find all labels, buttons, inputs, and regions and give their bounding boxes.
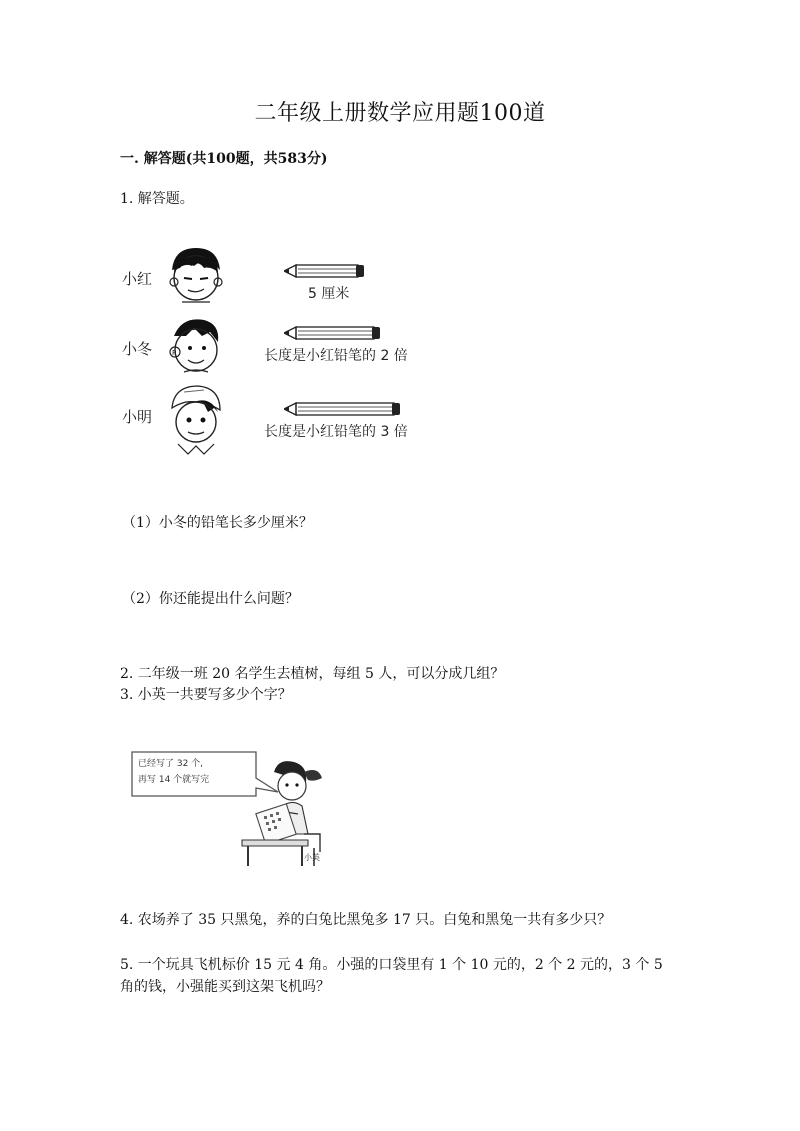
figure-caption-3: 长度是小红铅笔的 3 倍 [264,424,408,440]
long-pencil-icon [284,402,402,416]
figure-caption-1: 5 厘米 [308,286,350,302]
figure-caption-2: 长度是小红铅笔的 2 倍 [264,348,408,364]
boy-with-cap-icon [164,382,228,462]
svg-text:P: P [172,349,177,357]
figure-name-xiaohong: 小红 [122,270,153,288]
question-3: 3. 小英一共要写多少个字？ [120,687,292,703]
question-1-part-2: （2）你还能提出什么问题？ [122,591,299,607]
question-1-part-1: （1）小冬的铅笔长多少厘米？ [122,515,313,531]
question-1: 1. 解答题。 [120,191,194,207]
question-5: 5. 一个玩具飞机标价 15 元 4 角。小强的口袋里有 1 个 10 元的，2 个 2 元的，3 个 5 角的钱，小强能买到这架飞机吗？ [120,957,663,995]
girl-name-label: 小英 [304,853,320,862]
section-heading: 一. 解答题(共100题，共583分) [120,151,328,167]
question-4: 4. 农场养了 35 只黑兔，养的白兔比黑兔多 17 只。白兔和黑兔一共有多少只？ [120,912,612,928]
boy-face-icon [164,244,226,306]
short-pencil-icon [284,264,366,278]
bubble-line-1: 已经写了 32 个, [138,759,204,769]
figure-name-xiaoming: 小明 [122,408,153,426]
medium-pencil-icon [284,326,382,340]
girl-writing-icon [238,758,338,870]
page-title: 二年级上册数学应用题100道 [254,101,546,126]
question-1-figure [118,240,458,470]
bubble-line-2: 再写 14 个就写完 [138,775,210,785]
figure-name-xiaodong: 小冬 [122,340,153,358]
question-2: 2. 二年级一班 20 名学生去植树，每组 5 人，可以分成几组？ [120,666,505,682]
boy-face-icon [164,314,226,376]
question-3-figure [128,748,338,868]
